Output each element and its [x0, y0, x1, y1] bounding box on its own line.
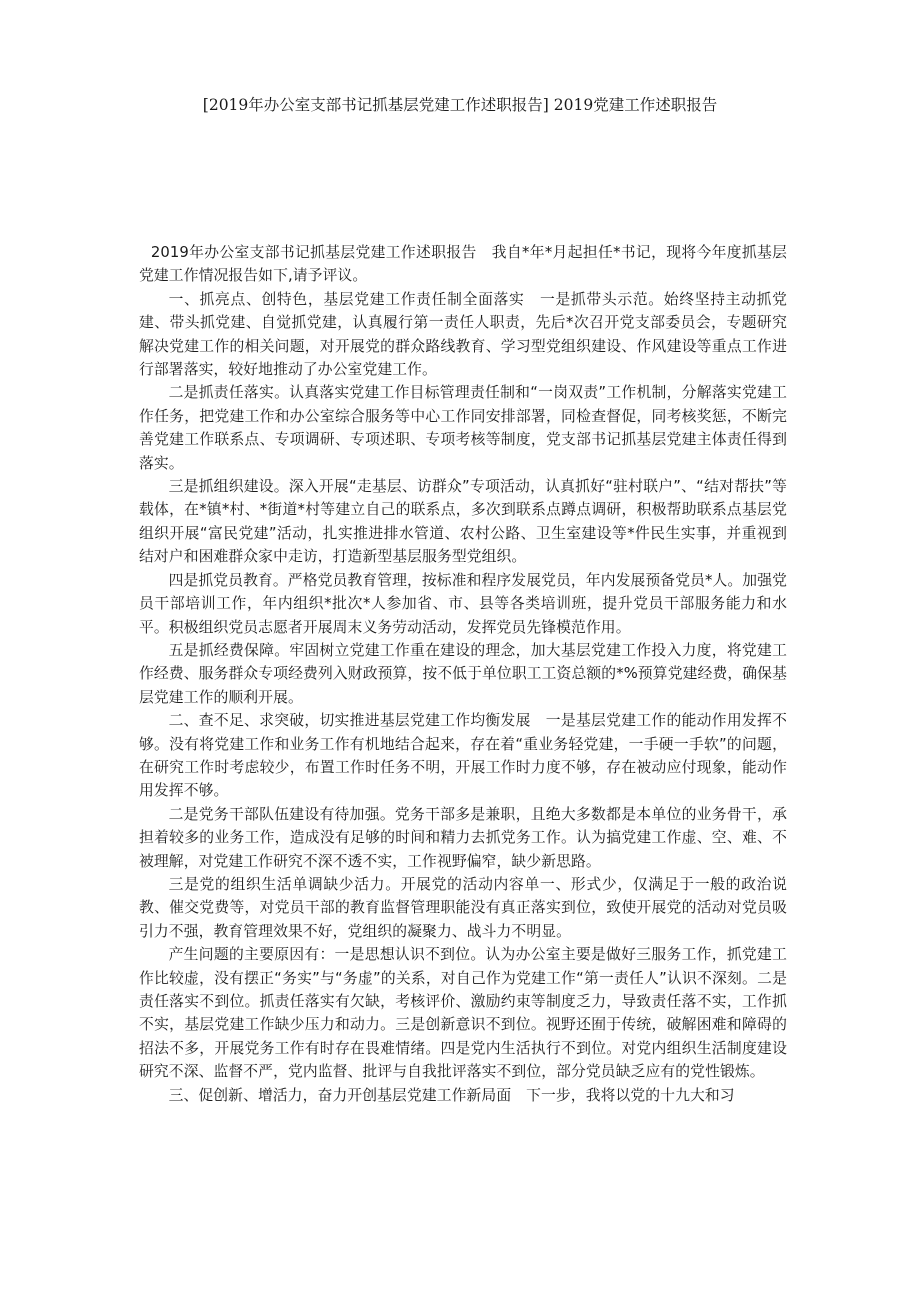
paragraph-member-education: 四是抓党员教育。严格党员教育管理，按标准和程序发展党员，年内发展预备党员*人。加强党员干部培训工作，年内组织*批次*人参加省、市、县等各类培训班，提升党员干部服务能力和水平。积极组织党员志愿者开展周末义务劳动活动，发挥党员先锋模范作用。: [139, 571, 787, 636]
paragraph-section-two: 二、查不足、求突破，切实推进基层党建工作均衡发展 一是基层党建工作的能动作用发挥不够。没有将党建工作和业务工作有机地结合起来，存在着“重业务轻党建，一手硬一手软”的问题，在研究工作时考虑较少，布置工作时任务不明，开展工作时力度不够，存在被动应付现象，能动作用发挥不够。: [139, 712, 787, 800]
paragraph-organization-life: 三是党的组织生活单调缺少活力。开展党的活动内容单一、形式少，仅满足于一般的政治说教、催交党费等，对党员干部的教育监督管理职能没有真正落实到位，致使开展党的活动对党员吸引力不强，教育管理效果不好，党组织的凝聚力、战斗力不明显。: [139, 875, 787, 940]
paragraph-organization: 三是抓组织建设。深入开展“走基层、访群众”专项活动，认真抓好“驻村联户”、“结对帮扶”等载体，在*镇*村、*街道*村等建立自己的联系点，多次到联系点蹲点调研，积极帮助联系点基层党组织开展“富民党建”活动，扎实推进排水管道、农村公路、卫生室建设等*件民生实事，并重视到结对户和困难群众家中走访，打造新型基层服务型党组织。: [139, 478, 787, 566]
paragraph-intro: 2019年办公室支部书记抓基层党建工作述职报告 我自*年*月起担任*书记，现将今年度抓基层党建工作情况报告如下,请予评议。: [139, 244, 787, 285]
paragraph-section-one: 一、抓亮点、创特色，基层党建工作责任制全面落实 一是抓带头示范。始终坚持主动抓党建、带头抓党建、自觉抓党建，认真履行第一责任人职责，先后*次召开党支部委员会，专题研究解决党建工作的相关问题，对开展党的群众路线教育、学习型党组织建设、作风建设等重点工作进行部署落实，较好地推动了办公室党建工作。: [139, 290, 787, 379]
document-body: [139, 241, 787, 1107]
paragraph-responsibility: 二是抓责任落实。认真落实党建工作目标管理责任制和“一岗双责”工作机制，分解落实党建工作任务，把党建工作和办公室综合服务等中心工作同安排部署，同检查督促，同考核奖惩，不断完善党建工作联系点、专项调研、专项述职、专项考核等制度，党支部书记抓基层党建主体责任得到落实。: [139, 384, 787, 472]
document-title: [2019年办公室支部书记抓基层党建工作述职报告] 2019党建工作述职报告: [202, 96, 718, 114]
paragraph-cadre-team: 二是党务干部队伍建设有待加强。党务干部多是兼职，且绝大多数都是本单位的业务骨干，承担着较多的业务工作，造成没有足够的时间和精力去抓党务工作。认为搞党建工作虚、空、难、不被理解，对党建工作研究不深不透不实，工作视野偏窄，缺少新思路。: [139, 805, 787, 870]
paragraph-causes: 产生问题的主要原因有：一是思想认识不到位。认为办公室主要是做好三服务工作，抓党建工作比较虚，没有摆正“务实”与“务虚”的关系，对自己作为党建工作“第一责任人”认识不深刻。二是责任落实不到位。抓责任落实有欠缺，考核评价、激励约束等制度乏力，导致责任落不实，工作抓不实，基层党建工作缺少压力和动力。三是创新意识不到位。视野还囿于传统，破解困难和障碍的招法不多，开展党务工作有时存在畏难情绪。四是党内生活执行不到位。对党内组织生活制度建设研究不深、监督不严，党内监督、批评与自我批评落实不到位，部分党员缺乏应有的党性锻炼。: [139, 946, 787, 1081]
paragraph-section-three: 三、促创新、增活力，奋力开创基层党建工作新局面 下一步，我将以党的十九大和习: [168, 1086, 735, 1104]
paragraph-funding: 五是抓经费保障。牢固树立党建工作重在建设的理念，加大基层党建工作投入力度，将党建工作经费、服务群众专项经费列入财政预算，按不低于单位职工工资总额的*%预算党建经费，确保基层党建工作的顺利开展。: [139, 641, 787, 706]
